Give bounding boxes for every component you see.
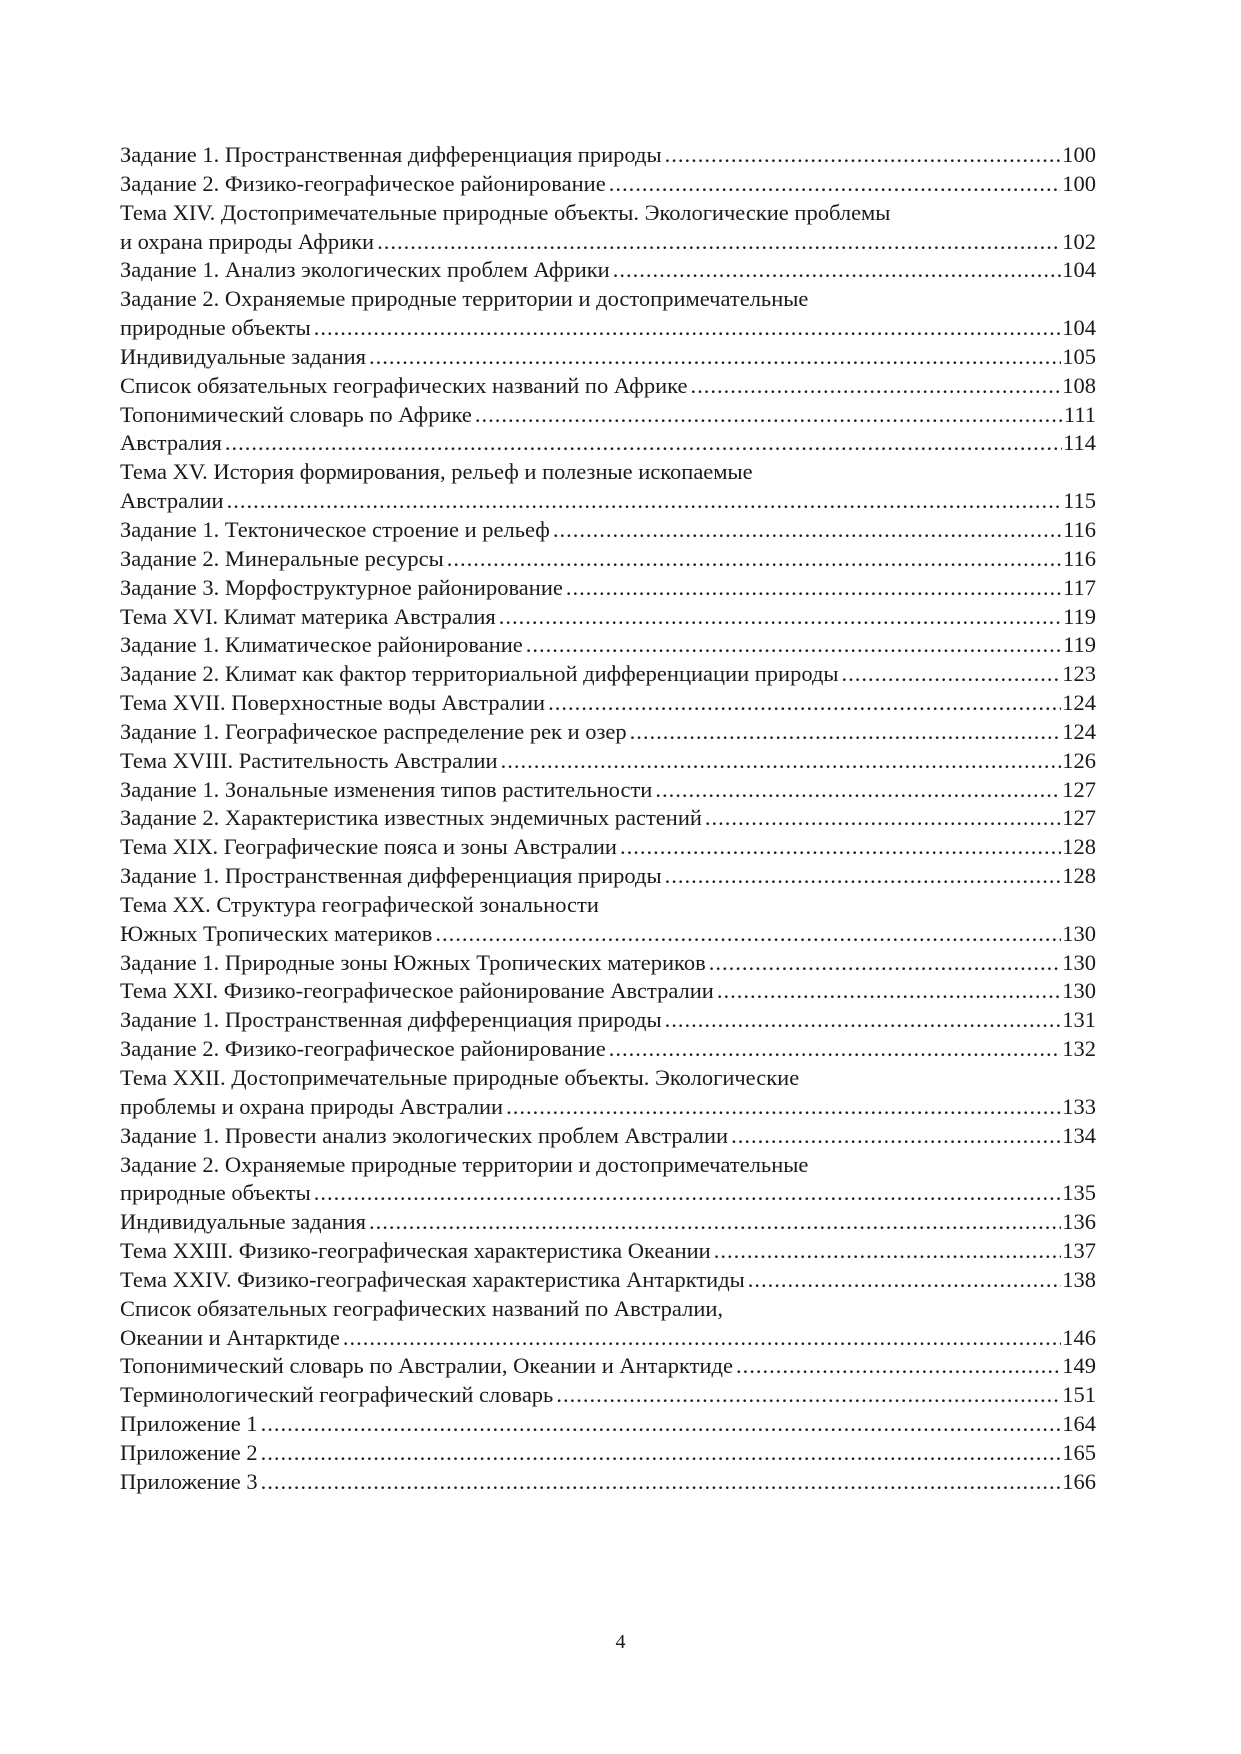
toc-entry-line [120, 891, 1096, 920]
dot-leader [665, 862, 1062, 891]
toc-entry-title: Топонимический словарь по Африке [120, 401, 472, 427]
toc-entry-last-line [120, 401, 1096, 430]
toc-entry-last-line [120, 603, 1096, 632]
toc-entry-title: Тема XXI. Физико-географическое районирование Австралии [120, 978, 714, 1004]
toc-entry-line [120, 458, 1096, 487]
toc-entry-title: Тема XXII. Достопримечательные природные объекты. Экологические [120, 1065, 800, 1090]
toc-entry-page: 100 [1062, 142, 1096, 167]
toc-entry-title: Задание 1. Природные зоны Южных Тропических материков [120, 949, 706, 975]
toc-entry-title: Список обязательных географических названий по Австралии, [120, 1295, 724, 1321]
toc-entry-title: Тема XIV. Достопримечательные природные объекты. Экологические проблемы [120, 199, 891, 225]
toc-entry-title: Топонимический словарь по Австралии, Океании и Антарктиде [120, 1353, 733, 1379]
toc-entry[interactable] [120, 1237, 1096, 1266]
toc-entry[interactable] [120, 458, 1096, 516]
dot-leader [620, 833, 1061, 862]
toc-entry-title: Задание 1. Тектоническое строение и рельеф [120, 516, 550, 542]
toc-entry-page: 138 [1062, 1266, 1096, 1292]
toc-entry[interactable] [120, 429, 1096, 458]
toc-entry-last-line [120, 689, 1096, 718]
toc-entry-title: природные объекты [120, 1180, 311, 1206]
toc-entry-title: Задание 1. Пространственная дифференциация природы [120, 863, 662, 889]
toc-entry-page: 137 [1062, 1238, 1096, 1264]
toc-entry-last-line [120, 314, 1096, 343]
page-number: 4 [615, 1631, 626, 1653]
toc-entry-page: 124 [1062, 718, 1096, 744]
dot-leader [475, 401, 1063, 430]
toc-entry-page: 116 [1063, 545, 1096, 571]
toc-entry-last-line [120, 718, 1096, 747]
toc-entry-page: 123 [1062, 661, 1096, 687]
toc-entry-title: Тема XX. Структура географической зональности [120, 891, 599, 917]
toc-entry-page: 126 [1062, 747, 1096, 773]
dot-leader [655, 776, 1061, 805]
toc-entry-title: Задание 1. Пространственная дифференциация природы [120, 1007, 662, 1033]
dot-leader [705, 804, 1061, 833]
dot-leader [714, 1237, 1062, 1266]
toc-entry-line [120, 1295, 1096, 1324]
toc-entry-title: Задание 2. Климат как фактор территориальной дифференциации природы [120, 661, 839, 687]
toc-entry-title: Южных Тропических материков [120, 920, 433, 946]
toc-entry-last-line [120, 1266, 1096, 1295]
toc-entry[interactable] [120, 1352, 1096, 1381]
toc-entry-page: 149 [1062, 1353, 1096, 1379]
toc-entry[interactable] [120, 256, 1096, 285]
dot-leader [566, 574, 1062, 603]
toc-entry-page: 133 [1062, 1093, 1096, 1119]
toc-entry-page: 130 [1062, 920, 1096, 946]
toc-entry-page: 146 [1062, 1324, 1096, 1350]
toc-entry-title: Задание 2. Минеральные ресурсы [120, 545, 444, 571]
toc-entry[interactable] [120, 949, 1096, 978]
toc-entry-title: Задание 3. Морфоструктурное районирование [120, 574, 563, 600]
toc-entry-last-line [120, 977, 1096, 1006]
dot-leader [613, 256, 1062, 285]
dot-leader [447, 545, 1062, 574]
toc-entry-title: Задание 2. Физико-географическое районирование [120, 1036, 606, 1062]
dot-leader [548, 689, 1061, 718]
toc-entry-last-line [120, 343, 1096, 372]
toc-entry-title: Задание 1. Климатическое районирование [120, 632, 523, 658]
toc-entry-title: Тема XIX. Географические пояса и зоны Австралии [120, 834, 617, 860]
toc-entry-line [120, 199, 1096, 228]
toc-entry-last-line [120, 1179, 1096, 1208]
toc-entry-page: 128 [1062, 863, 1096, 889]
toc-entry-page: 114 [1063, 430, 1096, 456]
toc-entry-last-line [120, 429, 1096, 458]
toc-entry[interactable] [120, 689, 1096, 718]
toc-entry[interactable] [120, 199, 1096, 257]
toc-entry-page: 115 [1063, 488, 1096, 514]
toc-entry[interactable] [120, 1151, 1096, 1209]
toc-entry-title: Терминологический географический словарь [120, 1382, 554, 1408]
toc-entry-title: Индивидуальные задания [120, 1209, 367, 1235]
toc-entry-title: Австралия [120, 430, 222, 456]
dot-leader [630, 718, 1062, 747]
toc-entry-last-line [120, 1006, 1096, 1035]
toc-entry-page: 130 [1062, 978, 1096, 1004]
table-of-contents [120, 141, 1096, 1497]
toc-entry[interactable] [120, 1064, 1096, 1122]
toc-entry[interactable] [120, 1006, 1096, 1035]
toc-entry-page: 166 [1062, 1468, 1096, 1494]
toc-entry-last-line [120, 1093, 1096, 1122]
toc-entry-last-line [120, 920, 1096, 949]
toc-entry-last-line [120, 1035, 1096, 1064]
toc-entry-last-line [120, 372, 1096, 401]
toc-entry[interactable] [120, 660, 1096, 689]
toc-entry-page: 127 [1062, 776, 1096, 802]
toc-entry[interactable] [120, 833, 1096, 862]
toc-entry[interactable] [120, 1439, 1096, 1468]
toc-entry-page: 124 [1062, 690, 1096, 716]
toc-entry-page: 105 [1062, 343, 1096, 369]
toc-entry-title: и охрана природы Африки [120, 228, 375, 254]
toc-entry-page: 151 [1062, 1382, 1096, 1408]
toc-entry[interactable] [120, 545, 1096, 574]
toc-entry-last-line [120, 1324, 1096, 1353]
toc-entry-title: природные объекты [120, 315, 311, 341]
toc-entry-page: 104 [1062, 315, 1096, 341]
toc-entry-title: проблемы и охрана природы Австралии [120, 1093, 504, 1119]
toc-entry[interactable] [120, 631, 1096, 660]
toc-entry-last-line [120, 776, 1096, 805]
toc-entry-line [120, 285, 1096, 314]
toc-entry-page: 136 [1062, 1209, 1096, 1235]
toc-entry-title: Индивидуальные задания [120, 343, 367, 369]
toc-entry[interactable] [120, 141, 1096, 170]
toc-entry-title: Задание 2. Охраняемые природные территории и достопримечательные [120, 1151, 809, 1177]
dot-leader [261, 1468, 1062, 1497]
dot-leader [225, 429, 1062, 458]
toc-entry-last-line [120, 545, 1096, 574]
toc-entry-page: 119 [1063, 632, 1096, 658]
toc-entry-page: 100 [1062, 170, 1096, 196]
toc-entry[interactable] [120, 747, 1096, 776]
toc-entry-title: Приложение 3 [120, 1468, 258, 1494]
toc-entry-last-line [120, 1439, 1096, 1468]
toc-entry-last-line [120, 1237, 1096, 1266]
toc-entry-last-line [120, 804, 1096, 833]
toc-entry-last-line [120, 228, 1096, 257]
toc-entry[interactable] [120, 401, 1096, 430]
toc-entry-last-line [120, 1468, 1096, 1497]
dot-leader [369, 343, 1061, 372]
toc-entry[interactable] [120, 862, 1096, 891]
toc-entry-last-line [120, 1410, 1096, 1439]
toc-entry-page: 102 [1062, 228, 1096, 254]
dot-leader [261, 1439, 1062, 1468]
toc-entry-page: 128 [1062, 834, 1096, 860]
toc-entry-page: 116 [1063, 516, 1096, 542]
dot-leader [717, 977, 1061, 1006]
dot-leader [377, 228, 1061, 257]
toc-entry-title: Задание 1. Провести анализ экологических проблем Австралии [120, 1122, 729, 1148]
toc-entry-last-line [120, 487, 1096, 516]
toc-entry[interactable] [120, 516, 1096, 545]
toc-entry[interactable] [120, 574, 1096, 603]
toc-entry[interactable] [120, 1266, 1096, 1295]
dot-leader [227, 487, 1062, 516]
toc-entry-last-line [120, 747, 1096, 776]
toc-entry-last-line [120, 141, 1096, 170]
toc-entry-title: Австралии [120, 488, 224, 514]
toc-entry-title: Приложение 2 [120, 1439, 258, 1465]
toc-entry-page: 104 [1062, 257, 1096, 283]
toc-entry-title: Задание 1. Географическое распределение рек и озер [120, 718, 627, 744]
toc-entry-title: Тема XXIV. Физико-географическая характеристика Антарктиды [120, 1266, 745, 1292]
toc-entry[interactable] [120, 776, 1096, 805]
toc-entry-page: 132 [1062, 1036, 1096, 1062]
toc-entry-page: 165 [1062, 1439, 1096, 1465]
toc-entry[interactable] [120, 1410, 1096, 1439]
dot-leader [609, 1035, 1062, 1064]
toc-entry-page: 111 [1063, 401, 1096, 427]
toc-entry-last-line [120, 833, 1096, 862]
toc-entry-title: Приложение 1 [120, 1411, 258, 1437]
dot-leader [261, 1410, 1062, 1439]
toc-entry[interactable] [120, 1381, 1096, 1410]
toc-entry-last-line [120, 862, 1096, 891]
toc-entry[interactable] [120, 285, 1096, 343]
toc-entry-line [120, 1151, 1096, 1180]
toc-entry-page: 134 [1062, 1122, 1096, 1148]
toc-entry-page: 164 [1062, 1411, 1096, 1437]
toc-entry[interactable] [120, 372, 1096, 401]
toc-entry[interactable] [120, 891, 1096, 949]
toc-entry-last-line [120, 1352, 1096, 1381]
dot-leader [501, 747, 1062, 776]
toc-entry-title: Задание 1. Пространственная дифференциация природы [120, 142, 662, 167]
toc-entry-last-line [120, 949, 1096, 978]
toc-entry[interactable] [120, 1295, 1096, 1353]
toc-entry-page: 130 [1062, 949, 1096, 975]
dot-leader [314, 1179, 1062, 1208]
toc-entry-title: Тема XV. История формирования, рельеф и полезные ископаемые [120, 459, 753, 485]
toc-entry-last-line [120, 1122, 1096, 1151]
dot-leader [556, 1381, 1061, 1410]
toc-entry[interactable] [120, 804, 1096, 833]
toc-entry-last-line [120, 256, 1096, 285]
toc-entry-title: Тема XVIII. Растительность Австралии [120, 747, 498, 773]
toc-entry-title: Тема XVII. Поверхностные воды Австралии [120, 690, 546, 716]
toc-entry-last-line [120, 574, 1096, 603]
toc-entry-title: Тема XVI. Климат материка Австралия [120, 603, 496, 629]
toc-entry-last-line [120, 170, 1096, 199]
dot-leader [709, 949, 1062, 978]
toc-entry-title: Задание 2. Физико-географическое районирование [120, 170, 606, 196]
toc-entry[interactable] [120, 1208, 1096, 1237]
toc-entry-title: Задание 2. Характеристика известных эндемичных растений [120, 805, 702, 831]
toc-entry-last-line [120, 516, 1096, 545]
toc-entry-page: 108 [1062, 372, 1096, 398]
toc-entry[interactable] [120, 1468, 1096, 1497]
toc-entry-line [120, 1064, 1096, 1093]
toc-entry[interactable] [120, 977, 1096, 1006]
dot-leader [506, 1093, 1061, 1122]
dot-leader [553, 516, 1062, 545]
toc-entry-last-line [120, 1208, 1096, 1237]
toc-entry-last-line [120, 660, 1096, 689]
dot-leader [499, 603, 1062, 632]
toc-entry-page: 131 [1062, 1007, 1096, 1033]
dot-leader [609, 170, 1062, 199]
toc-entry[interactable] [120, 1035, 1096, 1064]
dot-leader [435, 920, 1061, 949]
toc-entry-last-line [120, 1381, 1096, 1410]
toc-entry[interactable] [120, 603, 1096, 632]
dot-leader [690, 372, 1061, 401]
toc-entry[interactable] [120, 170, 1096, 199]
dot-leader [665, 1006, 1062, 1035]
toc-entry-title: Задание 2. Охраняемые природные территории и достопримечательные [120, 286, 809, 312]
toc-entry-page: 119 [1063, 603, 1096, 629]
toc-entry[interactable] [120, 718, 1096, 747]
toc-entry-title: Задание 1. Анализ экологических проблем Африки [120, 257, 610, 283]
dot-leader [343, 1324, 1061, 1353]
dot-leader [526, 631, 1062, 660]
toc-entry[interactable] [120, 343, 1096, 372]
toc-entry[interactable] [120, 1122, 1096, 1151]
toc-entry-page: 135 [1062, 1180, 1096, 1206]
toc-entry-title: Список обязательных географических названий по Африке [120, 372, 688, 398]
dot-leader [748, 1266, 1061, 1295]
toc-entry-page: 127 [1062, 805, 1096, 831]
toc-entry-page: 117 [1063, 574, 1096, 600]
toc-entry-last-line [120, 631, 1096, 660]
dot-leader [736, 1352, 1061, 1381]
toc-entry-title: Задание 1. Зональные изменения типов растительности [120, 776, 653, 802]
dot-leader [665, 141, 1062, 170]
dot-leader [731, 1122, 1061, 1151]
toc-entry-title: Тема XXIII. Физико-географическая характеристика Океании [120, 1238, 711, 1264]
dot-leader [842, 660, 1062, 689]
dot-leader [314, 314, 1062, 343]
dot-leader [369, 1208, 1061, 1237]
toc-entry-title: Океании и Антарктиде [120, 1324, 340, 1350]
